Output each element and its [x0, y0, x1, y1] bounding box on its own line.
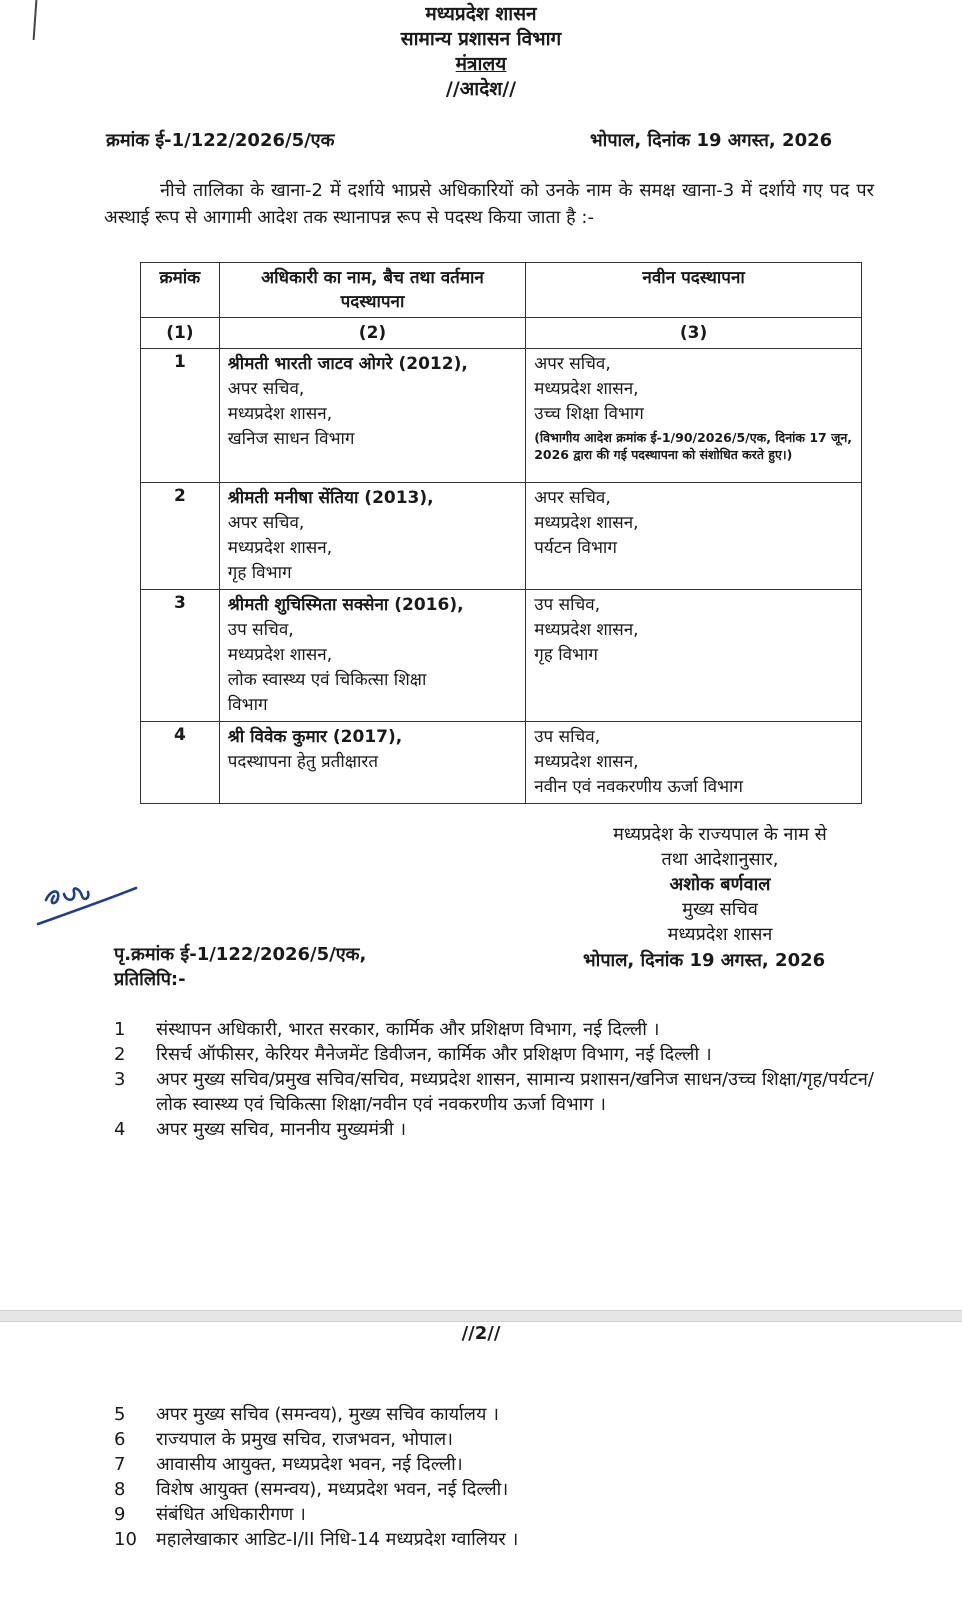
signatory-name: अशोक बर्णवाल: [669, 874, 771, 895]
list-item: [114, 1017, 874, 1042]
list-item: [114, 1502, 874, 1527]
order-number: क्रमांक ई-1/122/2026/5/एक: [106, 130, 335, 151]
table-row: [141, 590, 862, 722]
sign-line-order: तथा आदेशानुसार,: [661, 849, 779, 870]
new-post: मध्यप्रदेश शासन,: [534, 752, 639, 772]
list-text: राज्यपाल के प्रमुख सचिव, राजभवन, भोपाल।: [156, 1429, 453, 1450]
officer-cell: [219, 349, 525, 483]
header-government: मध्यप्रदेश शासन: [425, 3, 537, 25]
list-item: [114, 1527, 874, 1552]
current-post: अपर सचिव,: [227, 379, 305, 399]
list-number: 1: [114, 1019, 126, 1040]
amendment-note: (विभागीय आदेश क्रमांक ई-1/90/2026/5/एक, दिनांक 17 जून, 2026 द्वारा की गई पदस्थापना को संशोधित करते हुए।): [534, 430, 853, 462]
list-number: 5: [114, 1404, 126, 1425]
row-sno: 1: [141, 349, 220, 483]
list-text: महालेखाकार आडिट-I/II निधि-14 मध्यप्रदेश ग्वालियर ।: [156, 1529, 519, 1550]
page-separator: [0, 1310, 962, 1322]
order-intro: [104, 177, 874, 231]
list-text: अपर मुख्य सचिव (समन्वय), मुख्य सचिव कार्यालय ।: [156, 1404, 499, 1425]
column-number: (1): [141, 318, 220, 349]
list-text: विशेष आयुक्त (समन्वय), मध्यप्रदेश भवन, नई दिल्ली।: [156, 1479, 509, 1500]
officer-name: श्री विवेक कुमार (2017),: [227, 727, 403, 747]
new-posting-cell: [526, 483, 862, 590]
list-number: 6: [114, 1429, 126, 1450]
new-post: मध्यप्रदेश शासन,: [534, 379, 639, 399]
table-row: [141, 349, 862, 483]
new-posting-cell: [526, 590, 862, 722]
list-item: [114, 1042, 874, 1067]
header-new-posting: नवीन पदस्थापना: [526, 263, 862, 318]
copy-date: भोपाल, दिनांक 19 अगस्त, 2026: [583, 950, 826, 971]
new-post: अपर सचिव,: [534, 488, 611, 508]
sign-line-governor: मध्यप्रदेश के राज्यपाल के नाम से: [613, 824, 827, 845]
column-number-row: [141, 318, 862, 349]
list-item: [114, 1067, 874, 1117]
list-number: 2: [114, 1044, 126, 1065]
new-posting-cell: [526, 349, 862, 483]
copy-label: प्रतिलिपि:-: [114, 969, 186, 990]
list-number: 10: [114, 1529, 137, 1550]
list-text: आवासीय आयुक्त, मध्यप्रदेश भवन, नई दिल्ली।: [156, 1454, 463, 1475]
officer-cell: [219, 590, 525, 722]
list-text: रिसर्च ऑफीसर, केरियर मैनेजमेंट डिवीजन, कार्मिक और प्रशिक्षण विभाग, नई दिल्ली ।: [156, 1044, 712, 1065]
officer-name: श्रीमती मनीषा सेंतिया (2013),: [227, 488, 434, 508]
list-text: संस्थापन अधिकारी, भारत सरकार, कार्मिक और प्रशिक्षण विभाग, नई दिल्ली ।: [156, 1019, 660, 1040]
current-post: विभाग: [227, 695, 268, 715]
table-row: [141, 483, 862, 590]
copy-list-continued: [114, 1402, 874, 1552]
table-header-row: [141, 263, 862, 318]
officer-cell: [219, 722, 525, 804]
signatory-office: मध्यप्रदेश शासन: [667, 924, 773, 945]
list-text: संबंधित अधिकारीगण ।: [156, 1504, 306, 1525]
row-sno: 2: [141, 483, 220, 590]
new-post: पर्यटन विभाग: [534, 538, 617, 558]
list-item: [114, 1427, 874, 1452]
signature-block: [560, 822, 880, 947]
header-sno: क्रमांक: [141, 263, 220, 318]
current-post: मध्यप्रदेश शासन,: [227, 404, 333, 424]
list-number: 7: [114, 1454, 126, 1475]
current-post: अपर सचिव,: [227, 513, 305, 533]
list-text: अपर मुख्य सचिव, माननीय मुख्यमंत्री ।: [156, 1119, 407, 1140]
header-order-title: //आदेश//: [445, 78, 517, 100]
list-number: 4: [114, 1119, 126, 1140]
copy-ref-number: पृ.क्रमांक ई-1/122/2026/5/एक,: [114, 944, 367, 965]
list-number: 3: [114, 1069, 126, 1090]
new-post: नवीन एवं नवकरणीय ऊर्जा विभाग: [534, 777, 743, 797]
list-number: 8: [114, 1479, 126, 1500]
row-sno: 3: [141, 590, 220, 722]
new-post: मध्यप्रदेश शासन,: [534, 620, 639, 640]
new-post: मध्यप्रदेश शासन,: [534, 513, 639, 533]
new-posting-cell: [526, 722, 862, 804]
current-post: पदस्थापना हेतु प्रतीक्षारत: [227, 752, 379, 772]
new-post: अपर सचिव,: [534, 354, 611, 374]
list-item: [114, 1477, 874, 1502]
officer-name: श्रीमती शुचिस्मिता सक्सेना (2016),: [227, 595, 464, 615]
posting-table: [140, 262, 862, 804]
current-post: गृह विभाग: [227, 563, 292, 583]
officer-cell: [219, 483, 525, 590]
new-post: गृह विभाग: [534, 645, 598, 665]
intro-paragraph: नीचे तालिका के खाना-2 में दर्शाये भाप्रसे अधिकारियों को उनके नाम के समक्ष खाना-3 में दर्शाये गए पद पर अस्थाई रूप से आगामी आदेश तक स्थानापन्न रूप से पदस्थ किया जाता है :-: [104, 180, 874, 228]
page-number: //2//: [461, 1323, 501, 1344]
copy-list: [114, 1017, 874, 1142]
current-post: खनिज साधन विभाग: [227, 429, 355, 449]
new-post: उप सचिव,: [534, 595, 601, 615]
handwritten-signature: [36, 872, 146, 932]
signatory-designation: मुख्य सचिव: [682, 899, 758, 920]
order-place-date: भोपाल, दिनांक 19 अगस्त, 2026: [590, 130, 833, 151]
document-header: [0, 2, 962, 102]
list-item: [114, 1452, 874, 1477]
column-number: (3): [526, 318, 862, 349]
header-department: सामान्य प्रशासन विभाग: [400, 28, 562, 50]
header-secretariat: मंत्रालय: [455, 53, 507, 75]
current-post: लोक स्वास्थ्य एवं चिकित्सा शिक्षा: [227, 670, 427, 690]
new-post: उच्च शिक्षा विभाग: [534, 404, 644, 424]
list-text: अपर मुख्य सचिव/प्रमुख सचिव/सचिव, मध्यप्रदेश शासन, सामान्य प्रशासन/खनिज साधन/उच्च शिक्षा/गृह/पर्यटन/लोक स्वास्थ्य एवं चिकित्सा शिक्षा/नवीन एवं नवकरणीय ऊर्जा विभाग ।: [156, 1069, 874, 1115]
current-post: मध्यप्रदेश शासन,: [227, 645, 333, 665]
copy-reference: [114, 942, 366, 992]
list-item: [114, 1117, 874, 1142]
column-number: (2): [219, 318, 525, 349]
list-number: 9: [114, 1504, 126, 1525]
table-row: [141, 722, 862, 804]
row-sno: 4: [141, 722, 220, 804]
current-post: उप सचिव,: [227, 620, 294, 640]
officer-name: श्रीमती भारती जाटव ओगरे (2012),: [227, 354, 468, 374]
new-post: उप सचिव,: [534, 727, 601, 747]
list-item: [114, 1402, 874, 1427]
header-officer: अधिकारी का नाम, बैच तथा वर्तमान पदस्थापना: [219, 263, 525, 318]
current-post: मध्यप्रदेश शासन,: [227, 538, 333, 558]
